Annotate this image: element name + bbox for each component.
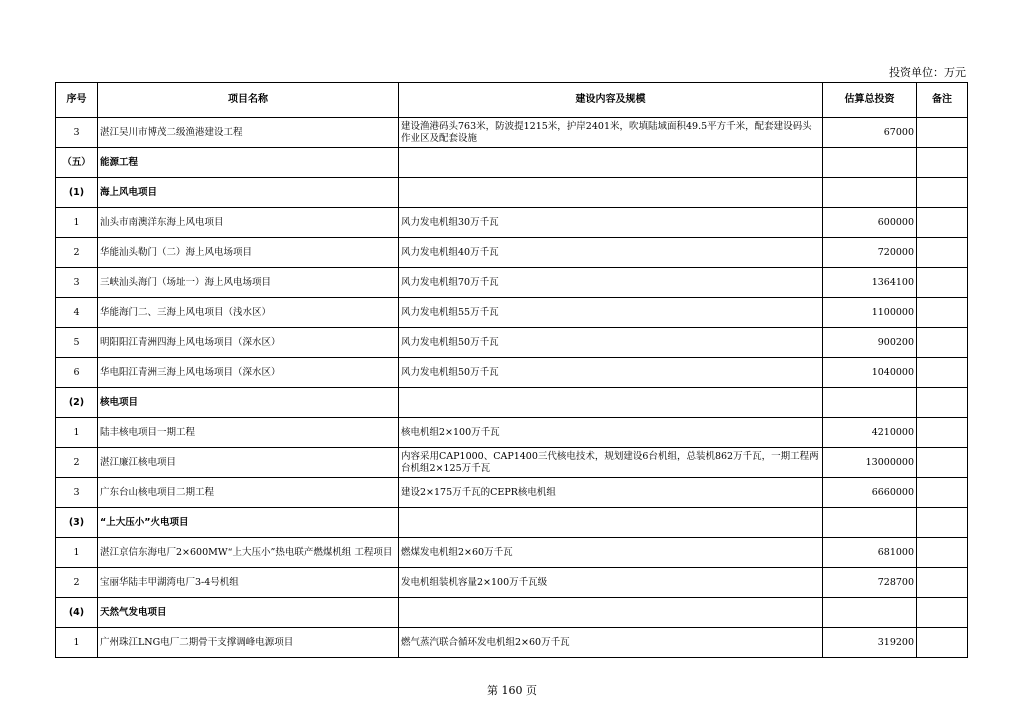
cell-no: (1) bbox=[56, 178, 98, 208]
section-row bbox=[56, 388, 968, 418]
cell-no: 6 bbox=[56, 358, 98, 388]
table-row bbox=[56, 448, 968, 478]
cell-name: 能源工程 bbox=[98, 148, 399, 178]
project-table bbox=[55, 82, 968, 658]
cell-no: 2 bbox=[56, 448, 98, 478]
cell-no: 1 bbox=[56, 418, 98, 448]
cell-no: 2 bbox=[56, 568, 98, 598]
page-number: 第 160 页 bbox=[487, 684, 537, 697]
cell-note bbox=[917, 238, 968, 268]
cell-note bbox=[917, 148, 968, 178]
cell-name: 陆丰核电项目一期工程 bbox=[98, 418, 399, 448]
cell-investment bbox=[823, 388, 917, 418]
cell-content bbox=[399, 148, 823, 178]
cell-investment bbox=[823, 508, 917, 538]
cell-name: 湛江京信东海电厂2×600MW“上大压小”热电联产燃煤机组 工程项目 bbox=[98, 538, 399, 568]
cell-content: 风力发电机组50万千瓦 bbox=[399, 358, 823, 388]
table-row bbox=[56, 268, 968, 298]
cell-name: 宝丽华陆丰甲湖湾电厂3-4号机组 bbox=[98, 568, 399, 598]
cell-no: (4) bbox=[56, 598, 98, 628]
cell-content: 燃气蒸汽联合循环发电机组2×60万千瓦 bbox=[399, 628, 823, 658]
table-body bbox=[56, 118, 968, 658]
cell-content bbox=[399, 508, 823, 538]
cell-note bbox=[917, 478, 968, 508]
cell-investment: 4210000 bbox=[823, 418, 917, 448]
cell-name: 汕头市南澳洋东海上风电项目 bbox=[98, 208, 399, 238]
cell-name: 华能海门二、三海上风电项目（浅水区） bbox=[98, 298, 399, 328]
section-row bbox=[56, 508, 968, 538]
cell-investment: 67000 bbox=[823, 118, 917, 148]
cell-investment: 681000 bbox=[823, 538, 917, 568]
table-row bbox=[56, 298, 968, 328]
cell-content: 建设渔港码头763米，防波提1215米，护岸2401米，吹填陆域面积49.5平方千米，配套建设码头作业区及配套设施 bbox=[399, 118, 823, 148]
cell-note bbox=[917, 388, 968, 418]
cell-content: 风力发电机组70万千瓦 bbox=[399, 268, 823, 298]
table-row bbox=[56, 238, 968, 268]
cell-name: 明阳阳江青洲四海上风电场项目（深水区） bbox=[98, 328, 399, 358]
cell-no: 3 bbox=[56, 478, 98, 508]
cell-no: 1 bbox=[56, 538, 98, 568]
cell-note bbox=[917, 508, 968, 538]
cell-content: 核电机组2×100万千瓦 bbox=[399, 418, 823, 448]
cell-note bbox=[917, 538, 968, 568]
cell-note bbox=[917, 628, 968, 658]
cell-no: 3 bbox=[56, 118, 98, 148]
cell-no: 1 bbox=[56, 628, 98, 658]
cell-investment: 1364100 bbox=[823, 268, 917, 298]
cell-no: 5 bbox=[56, 328, 98, 358]
table-row bbox=[56, 418, 968, 448]
investment-unit-label: 投资单位：万元 bbox=[889, 66, 966, 79]
table-row bbox=[56, 568, 968, 598]
cell-name: 天然气发电项目 bbox=[98, 598, 399, 628]
cell-no: （五） bbox=[56, 148, 98, 178]
cell-content bbox=[399, 178, 823, 208]
cell-name: 华电阳江青洲三海上风电场项目（深水区） bbox=[98, 358, 399, 388]
cell-content: 发电机组装机容量2×100万千瓦级 bbox=[399, 568, 823, 598]
cell-no: 1 bbox=[56, 208, 98, 238]
cell-note bbox=[917, 268, 968, 298]
header-content: 建设内容及规模 bbox=[399, 83, 823, 118]
cell-note bbox=[917, 298, 968, 328]
cell-investment: 728700 bbox=[823, 568, 917, 598]
header-note: 备注 bbox=[917, 83, 968, 118]
table-header-row bbox=[56, 83, 968, 118]
cell-investment: 1040000 bbox=[823, 358, 917, 388]
cell-investment: 600000 bbox=[823, 208, 917, 238]
header-no: 序号 bbox=[56, 83, 98, 118]
cell-content: 风力发电机组30万千瓦 bbox=[399, 208, 823, 238]
cell-content: 内容采用CAP1000、CAP1400三代核电技术，规划建设6台机组，总装机862万千瓦，一期工程两台机组2×125万千瓦 bbox=[399, 448, 823, 478]
table-row bbox=[56, 118, 968, 148]
cell-name: 广东台山核电项目二期工程 bbox=[98, 478, 399, 508]
cell-name: 湛江廉江核电项目 bbox=[98, 448, 399, 478]
cell-name: 湛江吴川市博茂二级渔港建设工程 bbox=[98, 118, 399, 148]
section-row bbox=[56, 598, 968, 628]
table-row bbox=[56, 628, 968, 658]
cell-content bbox=[399, 388, 823, 418]
cell-investment: 319200 bbox=[823, 628, 917, 658]
cell-investment bbox=[823, 598, 917, 628]
cell-content: 建设2×175万千瓦的CEPR核电机组 bbox=[399, 478, 823, 508]
cell-investment: 900200 bbox=[823, 328, 917, 358]
header-name: 项目名称 bbox=[98, 83, 399, 118]
cell-investment: 1100000 bbox=[823, 298, 917, 328]
table-row bbox=[56, 328, 968, 358]
cell-name: 华能汕头勒门（二）海上风电场项目 bbox=[98, 238, 399, 268]
cell-no: 3 bbox=[56, 268, 98, 298]
cell-content: 燃煤发电机组2×60万千瓦 bbox=[399, 538, 823, 568]
cell-name: 核电项目 bbox=[98, 388, 399, 418]
table-row bbox=[56, 208, 968, 238]
cell-investment: 6660000 bbox=[823, 478, 917, 508]
cell-investment bbox=[823, 178, 917, 208]
cell-no: (3) bbox=[56, 508, 98, 538]
table-row bbox=[56, 478, 968, 508]
cell-note bbox=[917, 208, 968, 238]
cell-name: 广州珠江LNG电厂二期骨干支撑调峰电源项目 bbox=[98, 628, 399, 658]
cell-no: (2) bbox=[56, 388, 98, 418]
section-row bbox=[56, 148, 968, 178]
cell-note bbox=[917, 358, 968, 388]
cell-name: “上大压小”火电项目 bbox=[98, 508, 399, 538]
cell-investment bbox=[823, 148, 917, 178]
table-row bbox=[56, 358, 968, 388]
cell-note bbox=[917, 178, 968, 208]
header-investment: 估算总投资 bbox=[823, 83, 917, 118]
cell-note bbox=[917, 328, 968, 358]
cell-content bbox=[399, 598, 823, 628]
table-row bbox=[56, 538, 968, 568]
cell-note bbox=[917, 118, 968, 148]
cell-content: 风力发电机组40万千瓦 bbox=[399, 238, 823, 268]
cell-investment: 720000 bbox=[823, 238, 917, 268]
cell-note bbox=[917, 568, 968, 598]
cell-no: 2 bbox=[56, 238, 98, 268]
cell-name: 三峡汕头海门（场址一）海上风电场项目 bbox=[98, 268, 399, 298]
cell-content: 风力发电机组55万千瓦 bbox=[399, 298, 823, 328]
cell-name: 海上风电项目 bbox=[98, 178, 399, 208]
cell-note bbox=[917, 418, 968, 448]
cell-no: 4 bbox=[56, 298, 98, 328]
cell-content: 风力发电机组50万千瓦 bbox=[399, 328, 823, 358]
section-row bbox=[56, 178, 968, 208]
cell-note bbox=[917, 448, 968, 478]
cell-investment: 13000000 bbox=[823, 448, 917, 478]
cell-note bbox=[917, 598, 968, 628]
